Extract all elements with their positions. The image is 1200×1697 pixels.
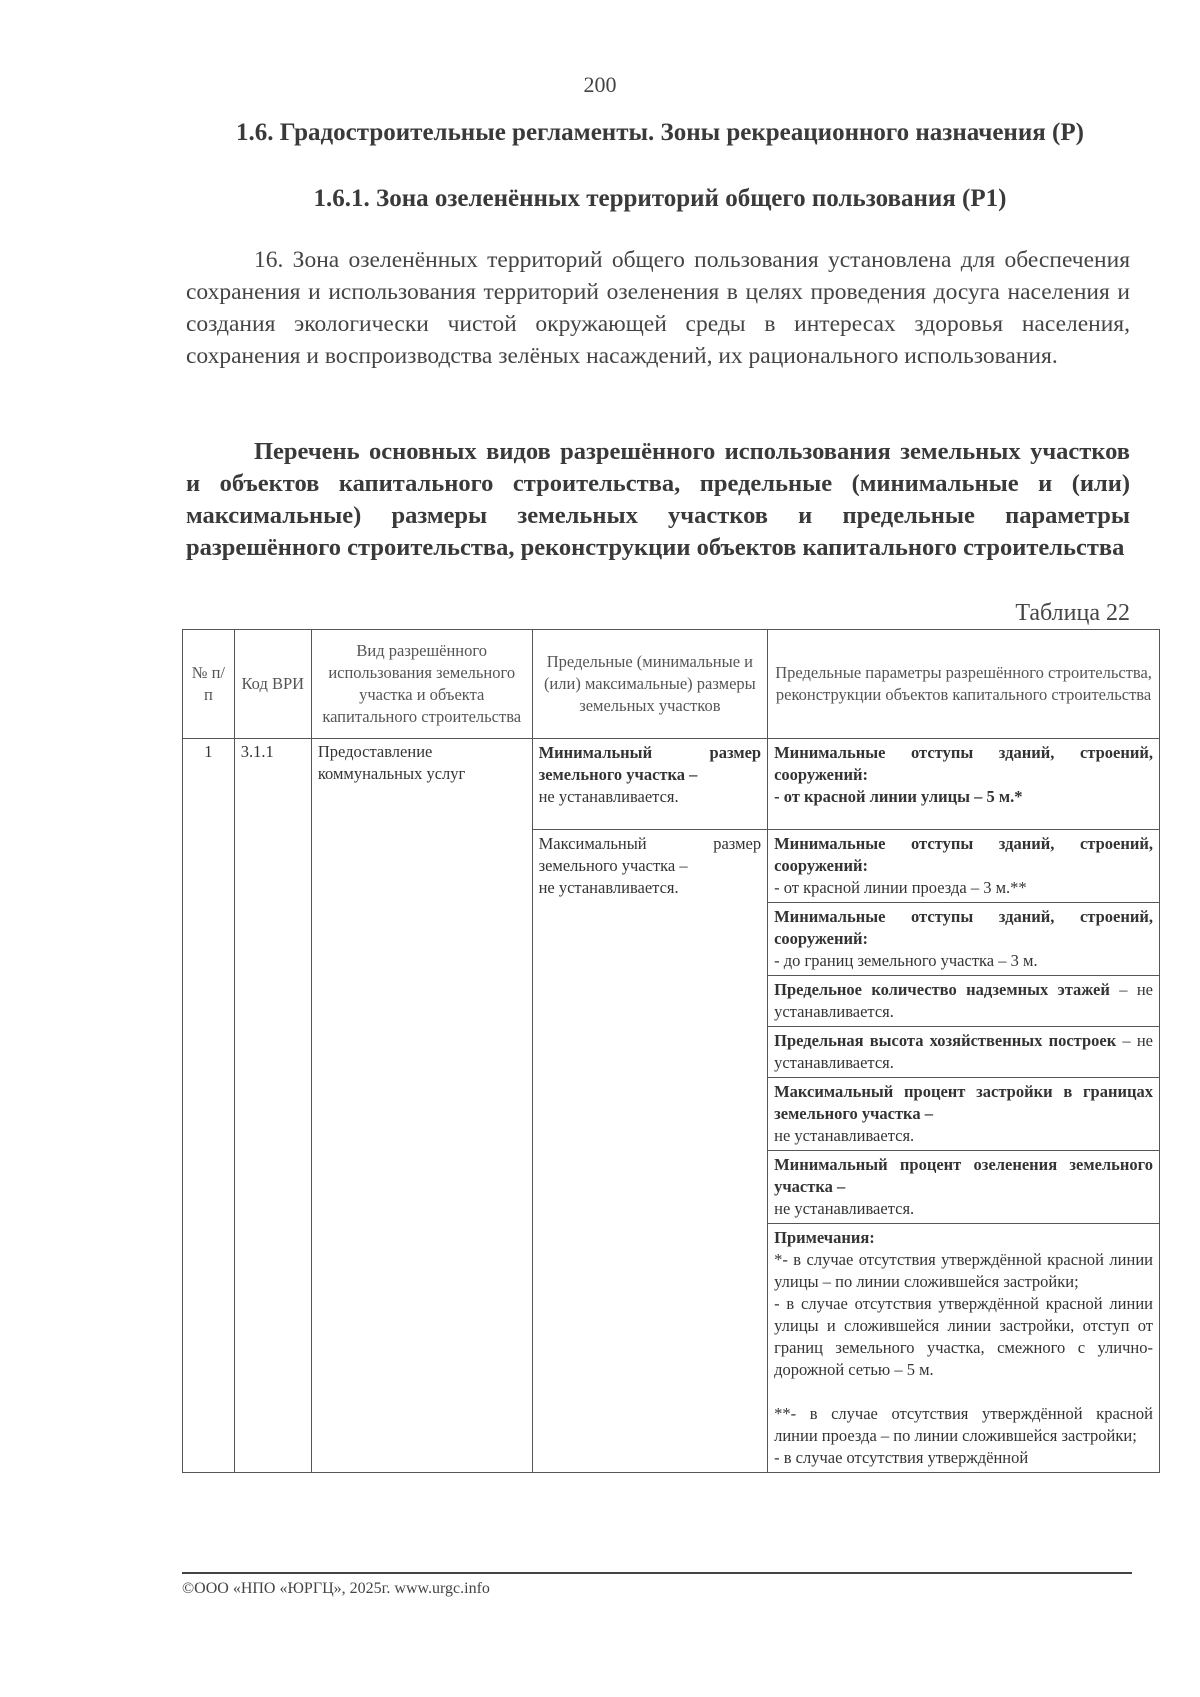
header-code: Код ВРИ [234, 630, 311, 739]
table-title-text: Перечень основных видов разрешённого использования земельных участков и объектов капитального строительства, предельные (минимальные и (или) максимальные) размеры земельных участков и предельные параметры разрешённого строительства, реконструкции объектов капитального строительства [186, 438, 1130, 561]
param-label: Максимальный процент застройки в границах земельного участка – [774, 1082, 1153, 1123]
note-item: - в случае отсутствия утверждённой красной линии улицы и сложившейся линии застройки, отступ от границ земельного участка, смежного с улично-дорожной сетью – 5 м. [774, 1294, 1153, 1379]
notes-title: Примечания: [774, 1228, 875, 1247]
param-label: Предельное количество надземных этажей [774, 980, 1110, 999]
param-label: Минимальные отступы зданий, строений, сооружений: [774, 834, 1153, 875]
size-max-value: не устанавливается. [538, 878, 679, 897]
table-header-row [183, 630, 1160, 739]
cell-sizes [532, 739, 768, 1473]
header-sizes: Предельные (минимальные и (или) максимальные) размеры земельных участков [532, 630, 768, 739]
param-block [768, 830, 1159, 903]
param-value: не устанавливается. [774, 1126, 915, 1145]
param-block [768, 1151, 1159, 1224]
param-value: – не устанавливается. [774, 980, 1153, 1021]
size-min-block [533, 739, 768, 830]
footer-divider [182, 1572, 1132, 1574]
param-block [768, 1027, 1159, 1078]
param-label: Минимальные отступы зданий, строений, сооружений: [774, 907, 1153, 948]
param-value: – не устанавливается. [774, 1031, 1153, 1072]
size-min-label: Минимальный размер земельного участка – [538, 743, 762, 784]
footer: ©ООО «НПО «ЮРГЦ», 2025г. www.urgc.info [182, 1580, 490, 1597]
note-item: - в случае отсутствия утверждённой [774, 1448, 1029, 1467]
cell-code: 3.1.1 [234, 739, 311, 1473]
regulations-table [182, 629, 1160, 1473]
header-kind: Вид разрешённого использования земельного участка и объекта капитального строительства [311, 630, 532, 739]
param-label: Предельная высота хозяйственных построек [774, 1031, 1117, 1050]
param-value: не устанавливается. [774, 1199, 915, 1218]
table-title [186, 436, 1130, 564]
cell-num: 1 [183, 739, 235, 1473]
note-item: **- в случае отсутствия утверждённой красной линии проезда – по линии сложившейся застройки; [774, 1404, 1153, 1445]
table-row [183, 739, 1160, 1473]
param-block [768, 739, 1159, 830]
size-max-label: Максимальный размер земельного участка – [538, 834, 762, 875]
cell-params [768, 739, 1160, 1473]
section-heading: 1.6. Градостроительные регламенты. Зоны рекреационного назначения (Р) [236, 119, 1084, 146]
note-item: *- в случае отсутствия утверждённой красной линии улицы – по линии сложившейся застройки; [774, 1250, 1153, 1291]
size-max-block [533, 830, 768, 902]
param-value: - до границ земельного участка – 3 м. [774, 951, 1038, 970]
header-num: № п/п [183, 630, 235, 739]
subsection-heading: 1.6.1. Зона озеленённых территорий общего пользования (Р1) [313, 185, 1007, 212]
cell-kind: Предоставление коммунальных услуг [311, 739, 532, 1473]
param-value: - от красной линии улицы – 5 м.* [774, 787, 1023, 806]
paragraph-text: 16. Зона озеленённых территорий общего пользования установлена для обеспечения сохранения и использования территорий озеленения в целях проведения досуга населения и создания экологически чистой окружающей среды в интересах здоровья населения, сохранения и воспроизводства зелёных насаждений, их рационального использования. [186, 247, 1130, 369]
note-spacer [774, 1381, 1153, 1403]
param-label: Минимальный процент озеленения земельного участка – [774, 1155, 1153, 1196]
notes-block [768, 1224, 1159, 1472]
param-label: Минимальные отступы зданий, строений, сооружений: [774, 743, 1153, 784]
param-block [768, 1078, 1159, 1151]
body-paragraph [186, 244, 1130, 372]
param-block [768, 976, 1159, 1027]
size-min-value: не устанавливается. [538, 787, 679, 806]
param-block [768, 903, 1159, 976]
header-params: Предельные параметры разрешённого строительства, реконструкции объектов капитального строительства [768, 630, 1160, 739]
param-value: - от красной линии проезда – 3 м.** [774, 878, 1027, 897]
page-number: 200 [583, 72, 617, 97]
table-caption: Таблица 22 [1015, 600, 1130, 626]
